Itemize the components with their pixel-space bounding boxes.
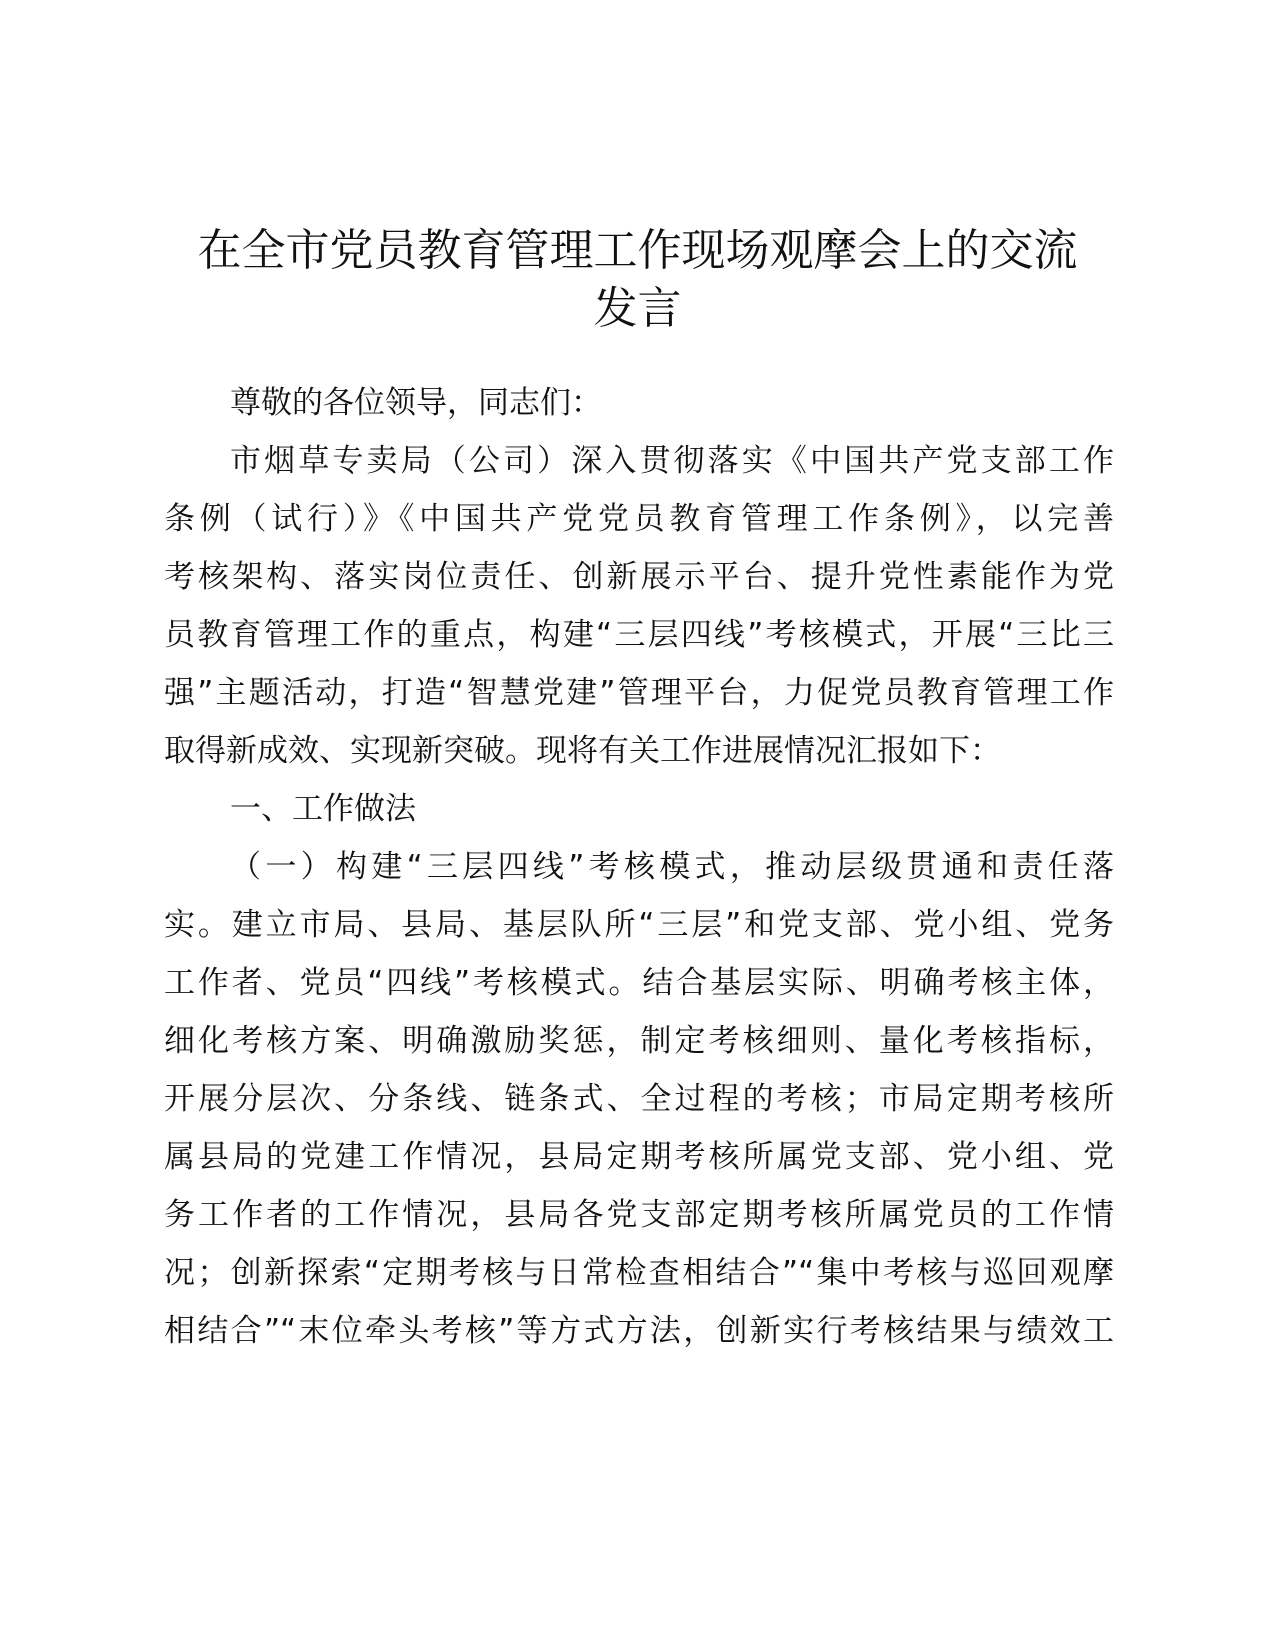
paragraph-line: 工作者、党员“四线”考核模式。结合基层实际、明确考核主体， — [164, 965, 1114, 1001]
paragraph-line: 实。建立市局、县局、基层队所“三层”和党支部、党小组、党务 — [164, 907, 1114, 943]
salutation: 尊敬的各位领导，同志们： — [230, 385, 602, 421]
paragraph-line: 强”主题活动，打造“智慧党建”管理平台，力促党员教育管理工作 — [164, 675, 1114, 711]
paragraph-line: 条例（试行）》《中国共产党党员教育管理工作条例》，以完善 — [164, 501, 1114, 537]
paragraph-line: 取得新成效、实现新突破。现将有关工作进展情况汇报如下： — [164, 733, 1001, 769]
paragraph-line: 市烟草专卖局（公司）深入贯彻落实《中国共产党支部工作 — [230, 443, 1114, 479]
paragraph-line: 相结合”“末位牵头考核”等方式方法，创新实行考核结果与绩效工 — [164, 1313, 1114, 1349]
paragraph-line: 况；创新探索“定期考核与日常检查相结合”“集中考核与巡回观摩 — [164, 1255, 1114, 1291]
paragraph-line: 考核架构、落实岗位责任、创新展示平台、提升党性素能作为党 — [164, 559, 1114, 595]
paragraph-line: 务工作者的工作情况，县局各党支部定期考核所属党员的工作情 — [164, 1197, 1114, 1233]
paragraph-line: 细化考核方案、明确激励奖惩，制定考核细则、量化考核指标， — [164, 1023, 1114, 1059]
paragraph-line: 属县局的党建工作情况，县局定期考核所属党支部、党小组、党 — [164, 1139, 1114, 1175]
subsection-heading-line: （一）构建“三层四线”考核模式，推动层级贯通和责任落 — [230, 849, 1114, 885]
section-heading: 一、工作做法 — [230, 791, 416, 827]
paragraph-line: 员教育管理工作的重点，构建“三层四线”考核模式，开展“三比三 — [164, 617, 1114, 653]
title-line: 发言 — [593, 283, 682, 334]
paragraph-line: 开展分层次、分条线、链条式、全过程的考核；市局定期考核所 — [164, 1081, 1114, 1117]
document-title — [160, 222, 1115, 338]
title-line: 在全市党员教育管理工作现场观摩会上的交流 — [197, 225, 1078, 276]
document-body — [164, 374, 1114, 1360]
